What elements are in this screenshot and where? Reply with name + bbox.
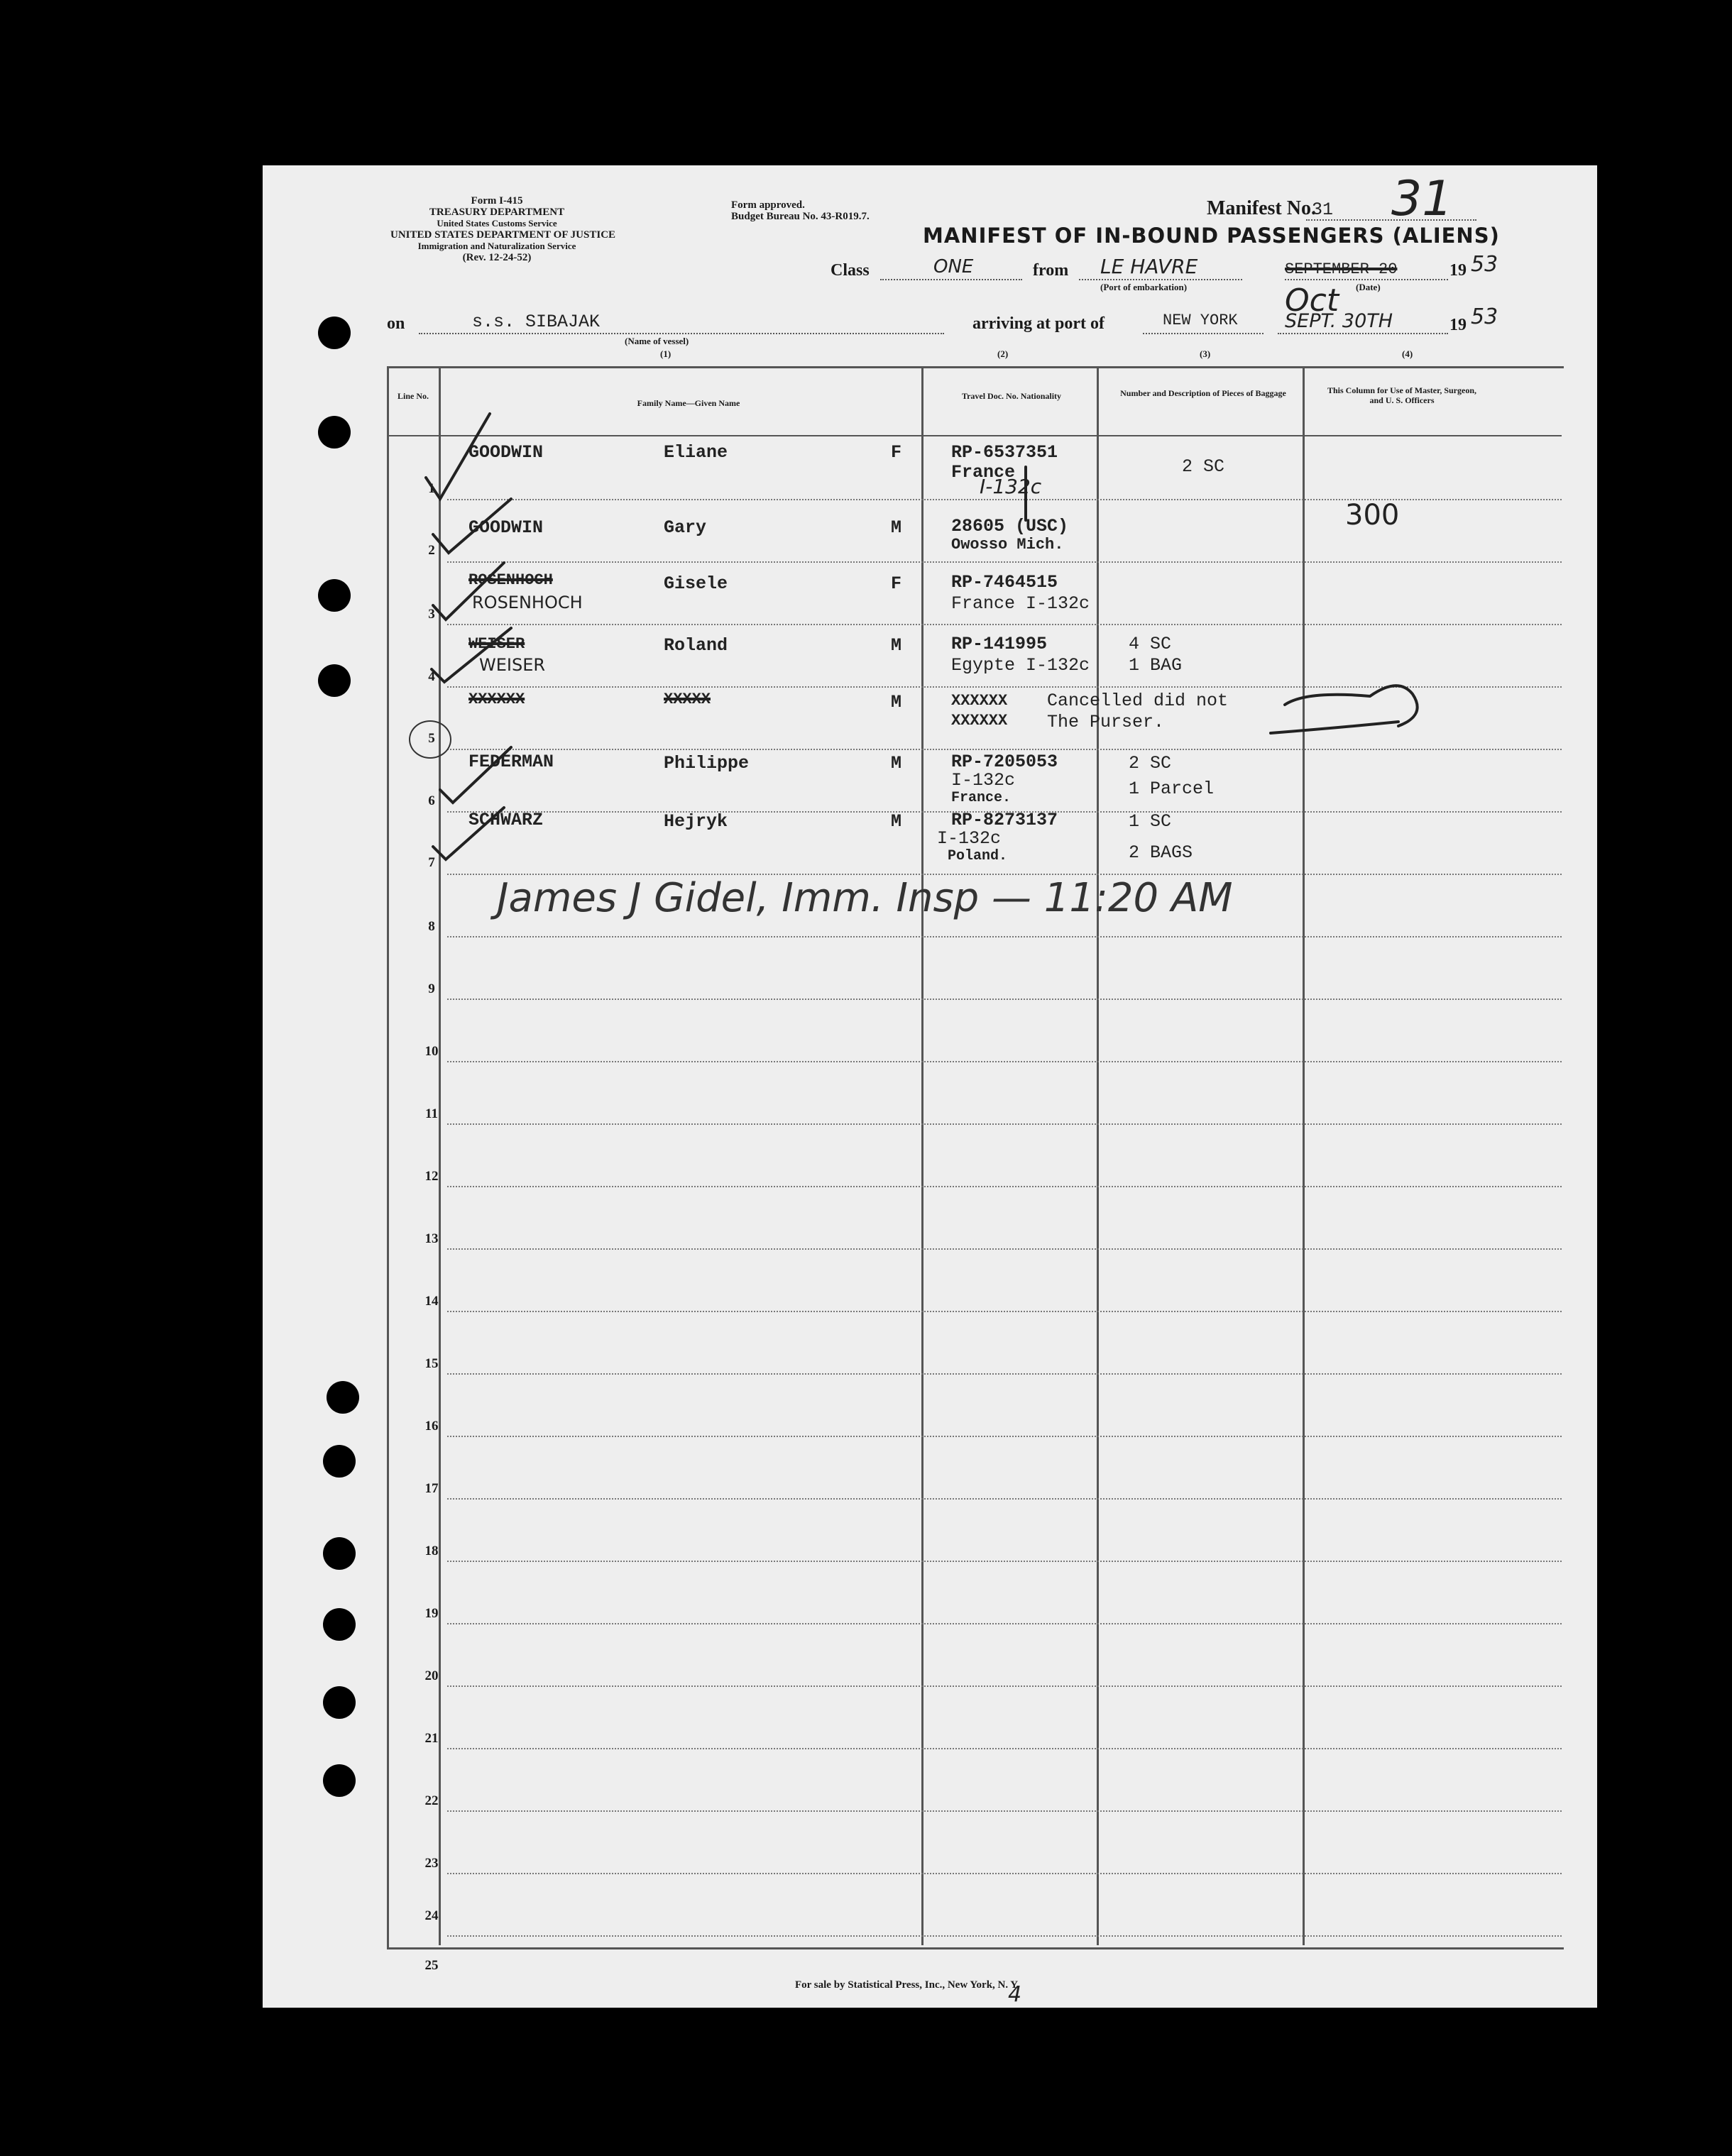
arrival-col-num: (4) bbox=[1402, 348, 1413, 359]
line-number: 16 bbox=[424, 1419, 439, 1434]
date-year-suffix: 53 bbox=[1471, 252, 1498, 277]
from-value: LE HAVRE bbox=[1100, 255, 1198, 278]
line-number: 13 bbox=[424, 1231, 439, 1246]
nationality: I-132c bbox=[937, 828, 1002, 849]
given-name: Gary bbox=[664, 517, 707, 538]
family-name: GOODWIN bbox=[468, 517, 544, 538]
date-caption: (Date) bbox=[1356, 282, 1381, 292]
sex: M bbox=[891, 517, 902, 538]
given-name: XXXXX bbox=[664, 691, 711, 708]
justice-dept: UNITED STATES DEPARTMENT OF JUSTICE bbox=[390, 229, 616, 241]
col-header-travel-doc: Travel Doc. No. Nationality bbox=[961, 391, 1062, 401]
col-header-officers: This Column for Use of Master, Surgeon, and U. S. Officers bbox=[1327, 385, 1476, 405]
line-number: 17 bbox=[424, 1481, 439, 1496]
line-number: 18 bbox=[424, 1544, 439, 1558]
line-number: 21 bbox=[424, 1731, 439, 1746]
budget-number: Budget Bureau No. 43-R019.7. bbox=[731, 211, 870, 222]
baggage: 1 SC bbox=[1129, 811, 1172, 832]
family-name-corrected: WEISER bbox=[479, 655, 546, 675]
arrival-year-prefix: 19 bbox=[1449, 316, 1467, 334]
travel-doc: RP-7464515 bbox=[951, 572, 1058, 593]
from-label: from bbox=[1033, 261, 1069, 280]
line-number: 9 bbox=[428, 981, 435, 996]
sex: M bbox=[891, 692, 902, 713]
family-name: ROSENHOCH bbox=[468, 571, 553, 589]
given-name: Hejryk bbox=[664, 811, 728, 832]
baggage: 2 BAGS bbox=[1129, 842, 1193, 863]
sex: F bbox=[891, 573, 902, 594]
line-number: 3 bbox=[428, 607, 435, 622]
line-number: 15 bbox=[424, 1356, 439, 1371]
arrival-year-suffix: 53 bbox=[1471, 304, 1498, 329]
form-number: Form I-415 bbox=[471, 195, 523, 207]
family-name: FEDERMAN bbox=[468, 752, 554, 772]
date-value: SEPTEMBER 20 bbox=[1285, 260, 1398, 278]
family-name: SCHWARZ bbox=[468, 810, 544, 830]
line-number: 25 bbox=[424, 1958, 439, 1973]
class-value: ONE bbox=[933, 256, 974, 277]
check-marks bbox=[263, 165, 1597, 2008]
line-number: 4 bbox=[428, 669, 435, 684]
manifest-no-label: Manifest No. bbox=[1207, 197, 1316, 219]
arriving-col-num: (2) bbox=[997, 348, 1009, 359]
family-name: WEISER bbox=[468, 635, 525, 653]
sex: M bbox=[891, 635, 902, 656]
port-value: NEW YORK bbox=[1163, 312, 1238, 329]
vessel-value: s.s. SIBAJAK bbox=[472, 312, 601, 332]
nationality: XXXXXX bbox=[951, 712, 1008, 730]
nationality: Egypte I-132c bbox=[951, 655, 1090, 676]
nationality: France I-132c bbox=[951, 593, 1090, 614]
date-year-prefix: 19 bbox=[1449, 261, 1467, 280]
family-name: XXXXXX bbox=[468, 691, 525, 708]
line-number: 19 bbox=[424, 1606, 439, 1621]
sex: F bbox=[891, 442, 902, 463]
travel-doc: RP-8273137 bbox=[951, 810, 1058, 830]
col-header-baggage: Number and Description of Pieces of Baggage bbox=[1120, 388, 1286, 398]
given-name: Philippe bbox=[664, 753, 750, 774]
port-col-num: (3) bbox=[1200, 348, 1211, 359]
manifest-no-handwritten: 31 bbox=[1391, 171, 1453, 227]
baggage: 4 SC bbox=[1129, 634, 1172, 654]
publisher-footer: For sale by Statistical Press, Inc., New York, N. Y. bbox=[795, 1979, 1020, 1991]
family-name: GOODWIN bbox=[468, 442, 544, 463]
vessel-col-num: (1) bbox=[660, 348, 672, 359]
form-revision: (Rev. 12-24-52) bbox=[462, 252, 532, 263]
line-number: 20 bbox=[424, 1668, 439, 1683]
baggage: 1 BAG bbox=[1129, 655, 1183, 676]
inspector-signature: James J Gidel, Imm. Insp — 11:20 AM bbox=[497, 875, 1233, 921]
travel-doc: XXXXXX bbox=[951, 692, 1008, 710]
class-label: Class bbox=[831, 261, 870, 280]
line-number: 14 bbox=[424, 1294, 439, 1309]
col-header-name: Family Name—Given Name bbox=[637, 398, 740, 408]
page-mark: 4 bbox=[1008, 1982, 1022, 2007]
family-name-corrected: ROSENHOCH bbox=[472, 593, 583, 612]
doc-extra: Poland. bbox=[948, 848, 1008, 864]
given-name: Roland bbox=[664, 635, 728, 656]
nationality: I-132c bbox=[951, 770, 1016, 791]
cancel-note: Cancelled did not bbox=[1047, 691, 1229, 711]
line-number: 22 bbox=[424, 1793, 439, 1808]
given-name: Eliane bbox=[664, 442, 728, 463]
ins-service: Immigration and Naturalization Service bbox=[417, 241, 576, 251]
officer-note: 300 bbox=[1345, 499, 1400, 532]
sex: M bbox=[891, 753, 902, 774]
line-number: 5 bbox=[428, 731, 435, 746]
baggage: 2 SC bbox=[1129, 753, 1172, 774]
line-number: 7 bbox=[428, 855, 435, 870]
nationality: France bbox=[951, 462, 1016, 483]
form-approved: Form approved. bbox=[731, 199, 805, 211]
line-number: 2 bbox=[428, 543, 435, 558]
line-number: 10 bbox=[424, 1044, 439, 1059]
line-number: 6 bbox=[428, 793, 435, 808]
cancel-signed: The Purser. bbox=[1047, 712, 1165, 732]
line-number: 23 bbox=[424, 1856, 439, 1871]
travel-doc: 28605 (USC) bbox=[951, 516, 1069, 537]
line-number: 24 bbox=[424, 1908, 439, 1923]
doc-extra: France. bbox=[951, 790, 1012, 806]
given-name: Gisele bbox=[664, 573, 728, 594]
arriving-label: arriving at port of bbox=[972, 314, 1105, 333]
arrival-date-value: SEPT. 30TH bbox=[1285, 310, 1393, 332]
travel-doc: RP-7205053 bbox=[951, 752, 1058, 772]
on-label: on bbox=[387, 314, 405, 333]
sex: M bbox=[891, 811, 902, 832]
baggage: 2 SC bbox=[1182, 456, 1225, 477]
line-number: 8 bbox=[428, 919, 435, 934]
page-title: MANIFEST OF IN-BOUND PASSENGERS (ALIENS) bbox=[923, 224, 1500, 248]
treasury-dept: TREASURY DEPARTMENT bbox=[429, 207, 565, 218]
travel-doc: RP-141995 bbox=[951, 634, 1048, 654]
port-embark-caption: (Port of embarkation) bbox=[1100, 282, 1188, 292]
nationality: Owosso Mich. bbox=[951, 536, 1064, 554]
vessel-caption: (Name of vessel) bbox=[625, 336, 689, 346]
manifest-sheet bbox=[263, 165, 1597, 2008]
arrival-hand-month: Oct bbox=[1285, 282, 1339, 319]
travel-doc: RP-6537351 bbox=[951, 442, 1058, 463]
line-number: 11 bbox=[425, 1106, 438, 1121]
baggage: 1 Parcel bbox=[1129, 779, 1215, 799]
col-header-line-no: Line No. bbox=[397, 391, 429, 401]
line-number: 12 bbox=[424, 1169, 439, 1184]
line-number: 1 bbox=[428, 481, 435, 496]
customs-service: United States Customs Service bbox=[437, 218, 557, 229]
manifest-no-typed: 31 bbox=[1312, 199, 1334, 220]
doc-extra: I-132c bbox=[980, 475, 1042, 498]
